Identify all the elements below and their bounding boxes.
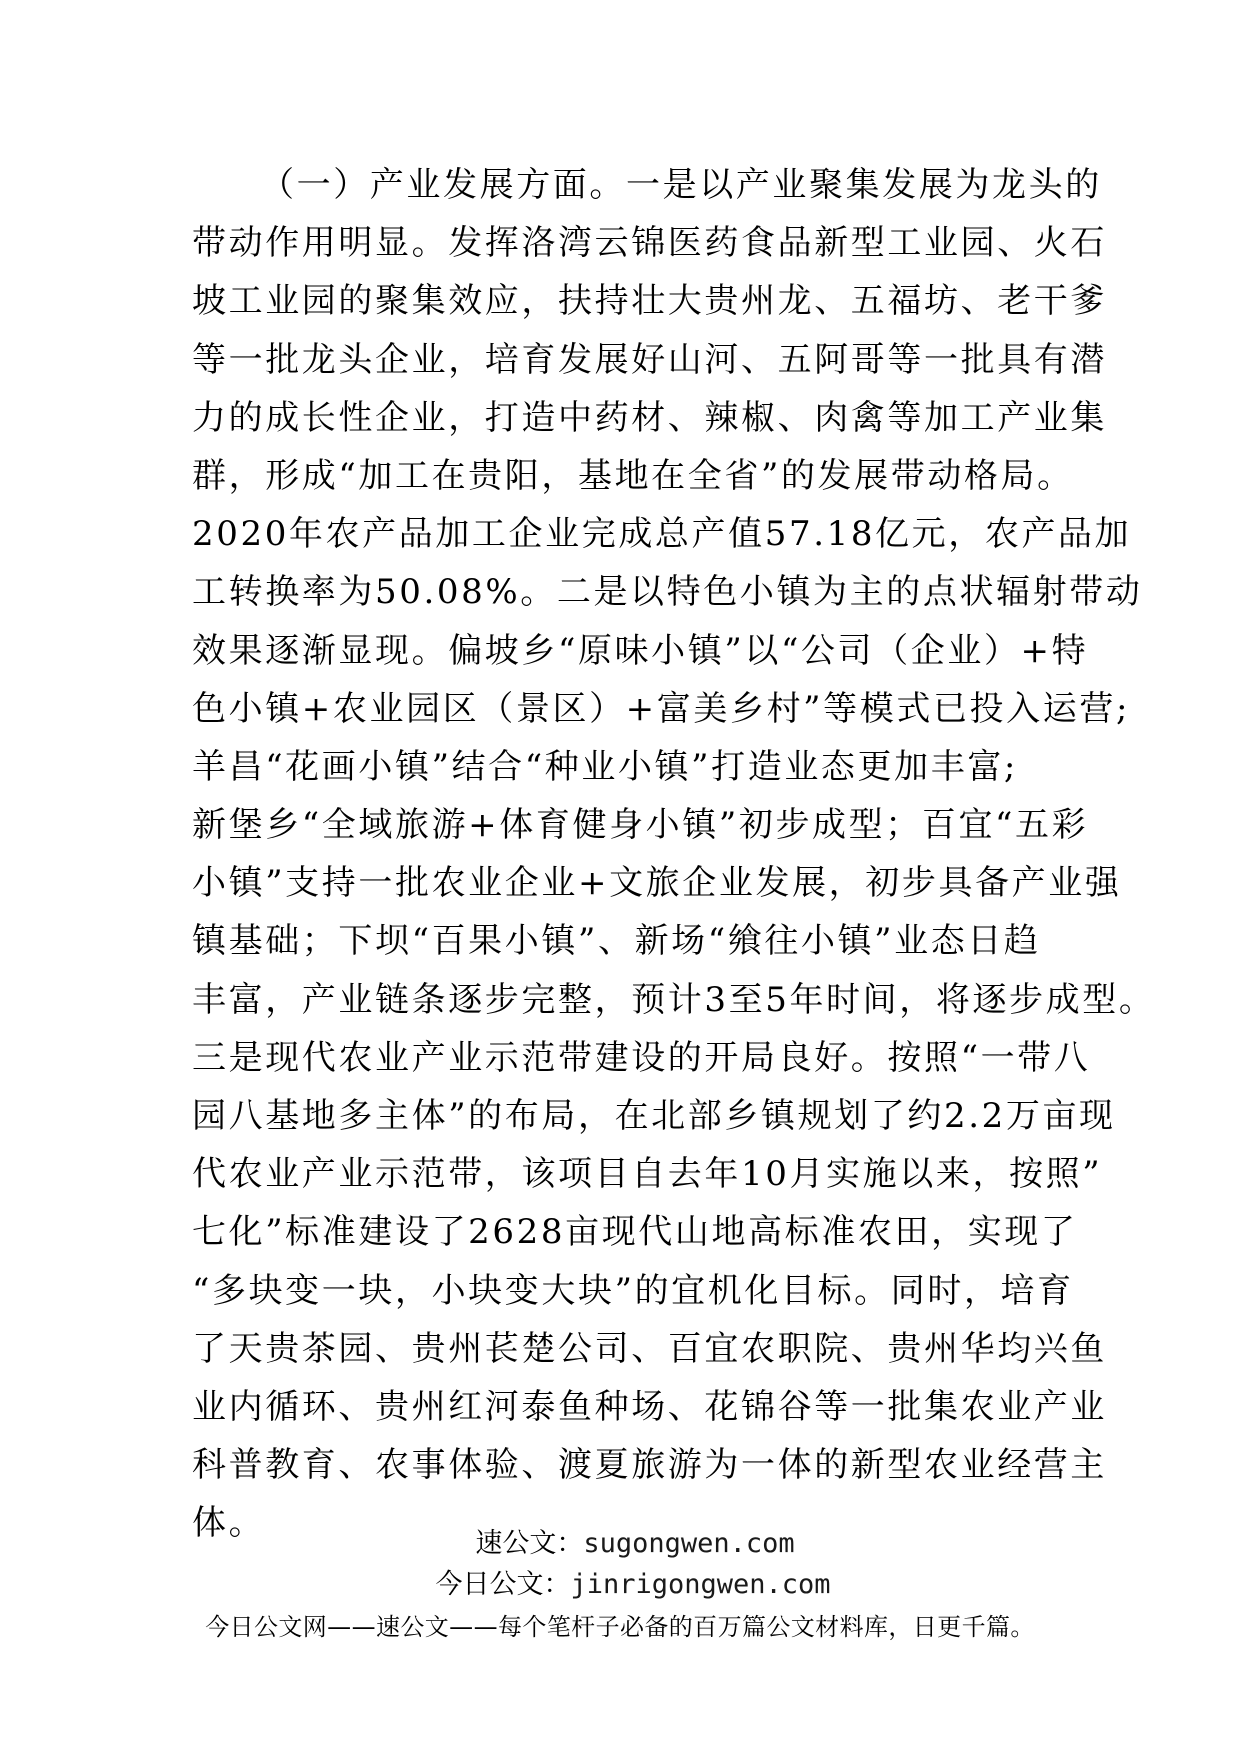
paragraph-line: 新堡乡“全域旅游+体育健身小镇”初步成型；百宜“五彩 <box>192 805 1089 846</box>
paragraph-line: （一）产业发展方面。一是以产业聚集发展为龙头的 <box>260 165 1102 205</box>
paragraph-line: 代农业产业示范带，该项目自去年10月实施以来，按照” <box>192 1154 1103 1195</box>
paragraph-line: 了天贵茶园、贵州苌楚公司、百宜农职院、贵州华均兴鱼 <box>192 1328 1107 1369</box>
paragraph-line: 小镇”支持一批农业企业+文旅企业发展，初步具备产业强 <box>192 863 1122 904</box>
footer-jinrigongwen-link[interactable]: jinrigongwen.com <box>570 1569 831 1600</box>
paragraph-line: 镇基础；下坝“百果小镇”、新场“飨往小镇”业态日趋 <box>192 921 1041 962</box>
footer-jinrigongwen <box>0 1567 1240 1603</box>
paragraph-line: 坡工业园的聚集效应，扶持壮大贵州龙、五福坊、老干爹 <box>192 281 1107 322</box>
paragraph-line: 等一批龙头企业，培育发展好山河、五阿哥等一批具有潜 <box>192 339 1107 380</box>
paragraph-line: 带动作用明显。发挥洛湾云锦医药食品新型工业园、火石 <box>192 223 1107 264</box>
paragraph-line: “多块变一块，小块变大块”的宜机化目标。同时，培育 <box>192 1270 1074 1311</box>
paragraph-line: 群，形成“加工在贵阳，基地在全省”的发展带动格局。 <box>192 455 1074 496</box>
paragraph-line: 科普教育、农事体验、渡夏旅游为一体的新型农业经营主 <box>192 1445 1107 1486</box>
paragraph-line: 业内循环、贵州红河泰鱼种场、花锦谷等一批集农业产业 <box>192 1386 1107 1427</box>
footer-sugongwen-label: 速公文： <box>475 1528 584 1559</box>
paragraph-line: 力的成长性企业，打造中药材、辣椒、肉禽等加工产业集 <box>192 397 1107 438</box>
paragraph-line: 2020年农产品加工企业完成总产值57.18亿元，农产品加 <box>192 514 1132 555</box>
footer-sugongwen <box>0 1526 1240 1562</box>
paragraph-line: 色小镇+农业园区（景区）+富美乡村”等模式已投入运营; <box>192 688 1131 729</box>
paragraph-line: 七化”标准建设了2628亩现代山地高标准农田，实现了 <box>192 1212 1078 1253</box>
paragraph-line: 羊昌“花画小镇”结合“种业小镇”打造业态更加丰富; <box>192 746 1018 787</box>
paragraph-line: 三是现代农业产业示范带建设的开局良好。按照“一带八 <box>192 1037 1091 1078</box>
document-body <box>192 156 1156 1553</box>
paragraph-line: 体。 <box>192 1503 266 1544</box>
paragraph-line: 丰富，产业链条逐步完整，预计3至5年时间，将逐步成型。 <box>192 979 1156 1020</box>
paragraph-line: 园八基地多主体”的布局，在北部乡镇规划了约2.2万亩现 <box>192 1096 1116 1136</box>
paragraph-line: 效果逐渐显现。偏坡乡“原味小镇”以“公司（企业）+特 <box>192 630 1089 671</box>
footer-sugongwen-link[interactable]: sugongwen.com <box>583 1528 795 1559</box>
footer-jinrigongwen-label: 今日公文： <box>435 1569 571 1600</box>
paragraph-line: 工转换率为50.08%。二是以特色小镇为主的点状辐射带动 <box>192 572 1143 613</box>
footer-slogan: 今日公文网——速公文——每个笔杆子必备的百万篇公文材料库，日更千篇。 <box>205 1613 1035 1641</box>
